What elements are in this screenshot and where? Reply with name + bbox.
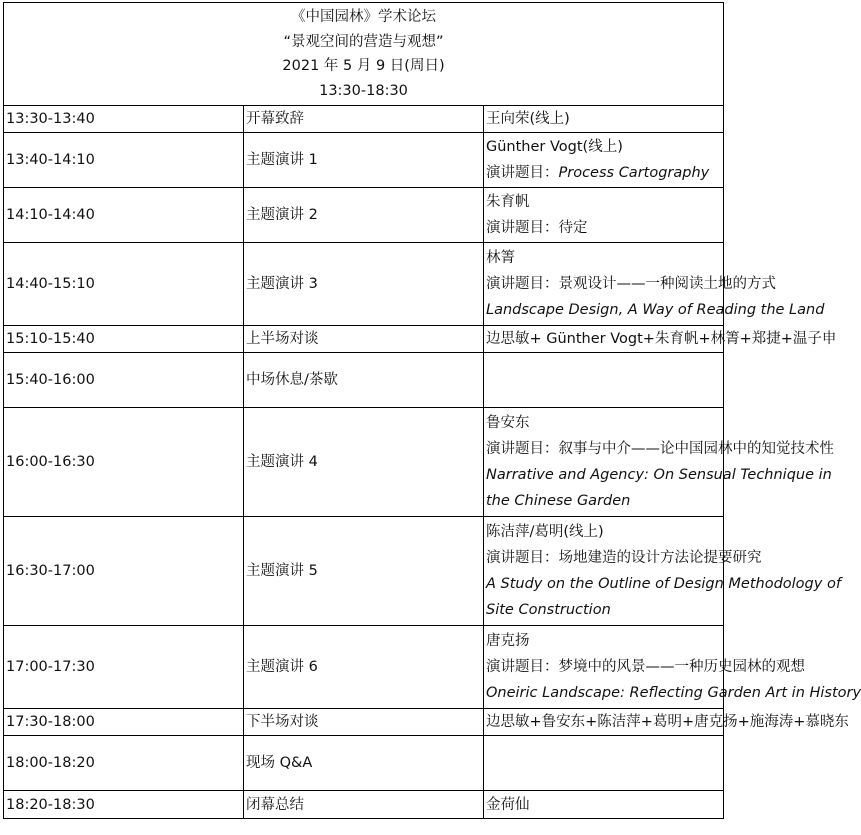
speaker-name: 鲁安东 [486, 415, 530, 431]
topic-label: 演讲题目： [486, 220, 559, 236]
item-cell: 主题演讲 1 [244, 133, 484, 188]
item-cell: 主题演讲 2 [244, 188, 484, 243]
table-row [4, 188, 724, 243]
time-cell: 17:30-18:00 [4, 709, 244, 736]
table-row [4, 709, 724, 736]
speaker-cell [484, 736, 724, 791]
topic-label: 演讲题目： [486, 165, 559, 181]
time-cell: 16:30-17:00 [4, 517, 244, 626]
forum-date: 2021 年 5 月 9 日(周日) [282, 58, 445, 74]
table-row [4, 106, 724, 133]
header-cell [4, 3, 724, 106]
item-cell: 闭幕总结 [244, 791, 484, 819]
item-cell: 主题演讲 5 [244, 517, 484, 626]
time-cell: 18:00-18:20 [4, 736, 244, 791]
speaker-name: Günther Vogt(线上) [486, 139, 623, 155]
time-cell: 17:00-17:30 [4, 626, 244, 709]
table-row [4, 133, 724, 188]
speaker-name: 唐克扬 [486, 633, 530, 649]
topic-zh: 叙事与中介——论中国园林中的知觉技术性 [558, 441, 834, 457]
time-cell: 13:30-13:40 [4, 106, 244, 133]
speaker-cell [484, 106, 724, 133]
topic-en-continued: Site Construction [486, 602, 611, 618]
forum-title: 《中国园林》学术论坛 [291, 9, 436, 25]
table-row [4, 326, 724, 353]
table-row [4, 353, 724, 408]
forum-subtitle: “景观空间的营造与观想” [283, 33, 444, 50]
time-cell: 16:00-16:30 [4, 408, 244, 517]
topic-en-continued: the Chinese Garden [486, 493, 631, 509]
speaker-cell [484, 517, 841, 626]
table-row [4, 626, 724, 709]
table-row [4, 408, 724, 517]
table-row [4, 243, 724, 326]
item-cell: 下半场对谈 [244, 709, 484, 736]
topic-line [486, 436, 834, 462]
topic-label: 演讲题目： [486, 276, 559, 292]
speaker-name: 边思敏+鲁安东+陈洁萍+葛明+唐克扬+施海涛+慕晓东 [486, 714, 849, 730]
topic-line [486, 271, 776, 297]
item-cell: 现场 Q&A [244, 736, 484, 791]
topic-label: 演讲题目： [486, 659, 559, 675]
item-cell: 开幕致辞 [244, 106, 484, 133]
time-cell: 15:10-15:40 [4, 326, 244, 353]
time-cell: 14:40-15:10 [4, 243, 244, 326]
item-cell: 中场休息/茶歇 [244, 353, 484, 408]
agenda-table [3, 2, 861, 819]
speaker-cell [484, 353, 724, 408]
table-row [4, 517, 724, 626]
item-cell: 主题演讲 3 [244, 243, 484, 326]
speaker-cell [484, 243, 825, 326]
topic-label: 演讲题目： [486, 441, 559, 457]
topic-line [486, 215, 723, 241]
speaker-cell [484, 326, 837, 353]
forum-time: 13:30-18:30 [319, 82, 408, 99]
time-cell: 13:40-14:10 [4, 133, 244, 188]
speaker-cell [484, 133, 724, 188]
topic-en: A Study on the Outline of Design Methodology of [486, 576, 841, 592]
speaker-name: 边思敏+ Günther Vogt+朱育帆+林箐+郑捷+温子申 [486, 331, 837, 347]
item-cell: 主题演讲 4 [244, 408, 484, 517]
topic-line [486, 545, 762, 571]
topic-en: Narrative and Agency: On Sensual Technique in [486, 467, 832, 483]
topic-zh: 场地建造的设计方法论提要研究 [558, 550, 762, 566]
table-row [4, 791, 724, 819]
speaker-name: 王向荣(线上) [486, 111, 570, 127]
speaker-cell [484, 791, 724, 819]
topic-label: 演讲题目： [486, 550, 559, 566]
time-cell: 14:10-14:40 [4, 188, 244, 243]
speaker-name: 林箐 [486, 250, 515, 266]
header-row [4, 3, 724, 106]
topic-en: Oneiric Landscape: Reflecting Garden Art in History [486, 685, 861, 701]
table-row [4, 736, 724, 791]
topic-line [486, 160, 723, 186]
speaker-name: 陈洁萍/葛明(线上) [486, 524, 604, 540]
topic-en: Landscape Design, A Way of Reading the Land [486, 302, 825, 318]
agenda-document [3, 2, 861, 819]
topic-zh: 待定 [558, 220, 588, 236]
time-cell: 18:20-18:30 [4, 791, 244, 819]
item-cell: 主题演讲 6 [244, 626, 484, 709]
item-cell: 上半场对谈 [244, 326, 484, 353]
time-cell: 15:40-16:00 [4, 353, 244, 408]
speaker-cell [484, 626, 861, 709]
speaker-name: 朱育帆 [486, 194, 530, 210]
speaker-name: 金荷仙 [486, 796, 530, 813]
speaker-cell [484, 188, 724, 243]
topic-en: Process Cartography [558, 165, 710, 181]
topic-line [486, 654, 805, 680]
speaker-cell [484, 408, 834, 517]
topic-zh: 景观设计——一种阅读土地的方式 [558, 276, 776, 292]
speaker-cell [484, 709, 849, 736]
topic-zh: 梦境中的风景——一种历史园林的观想 [558, 659, 805, 675]
